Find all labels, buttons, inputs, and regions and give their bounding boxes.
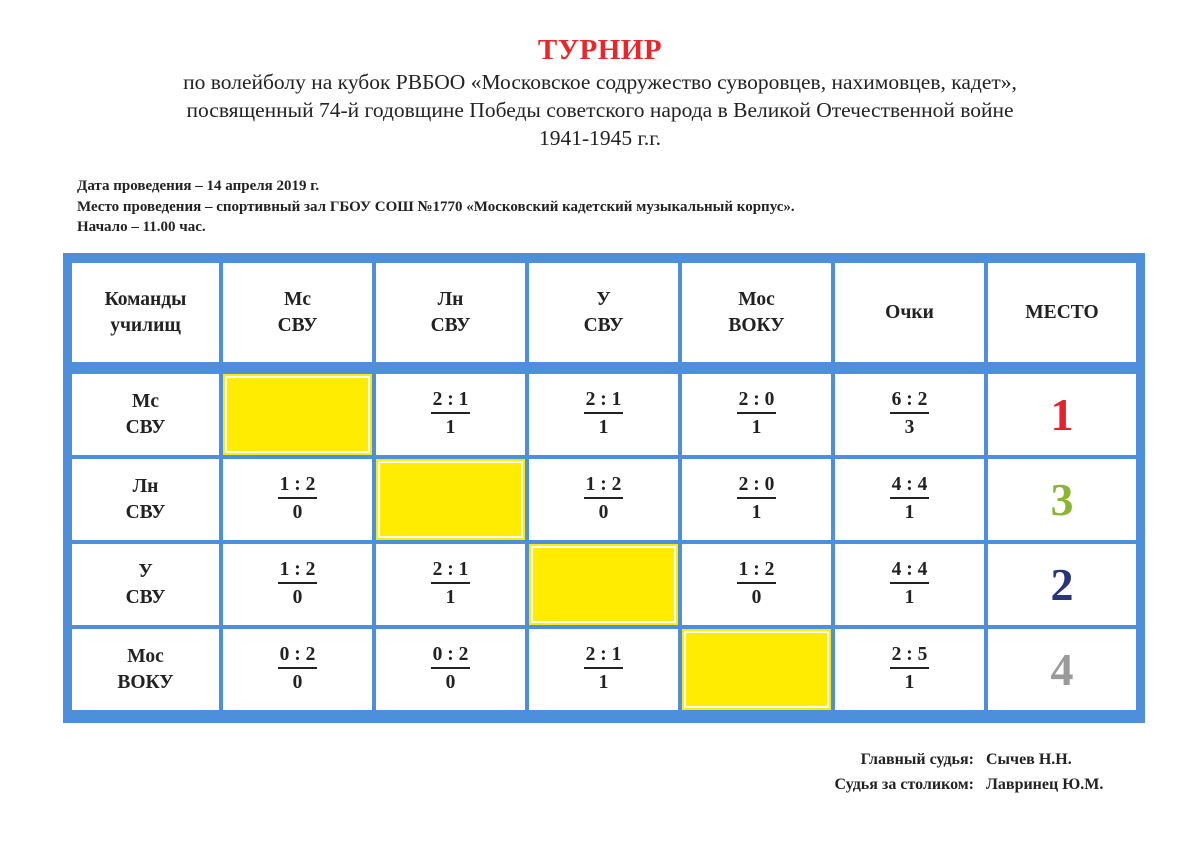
match-points: 1 [598, 671, 609, 693]
event-date: Дата проведения – 14 апреля 2019 г. [77, 178, 320, 194]
result-cell-content [682, 459, 831, 540]
results-table [63, 253, 1145, 723]
subtitle-line: по волейболу на кубок РВБОО «Московское содружество суворовцев, нахимовцев, кадет», [183, 70, 1017, 94]
column-header-label: СВУ [583, 314, 624, 336]
total-cell [833, 457, 986, 542]
match-points: 0 [598, 501, 609, 523]
place-number: 4 [1050, 643, 1074, 695]
team-name-label: СВУ [125, 416, 166, 438]
column-header-label: Лн [437, 288, 464, 310]
total-cell [833, 542, 986, 627]
team-name-label: У [138, 560, 153, 582]
match-score: 0 : 2 [278, 643, 318, 669]
result-cell [374, 627, 527, 712]
match-score: 2 : 1 [584, 643, 624, 669]
result-cell-content [223, 544, 372, 625]
place-number: 1 [1050, 388, 1074, 440]
diagonal-cell [680, 627, 833, 712]
match-points: 1 [445, 416, 456, 438]
match-points: 0 [292, 501, 303, 523]
chief-judge-name: Сычев Н.Н. [986, 751, 1072, 768]
result-cell [374, 372, 527, 457]
place-cell-content [988, 629, 1136, 710]
diagonal-cell-content [376, 459, 525, 540]
match-score: 1 : 2 [737, 558, 777, 584]
place-cell [986, 542, 1138, 627]
team-name-cell [70, 542, 221, 627]
event-venue: Место проведения – спортивный зал ГБОУ СОШ №1770 «Московский кадетский музыкальный корпус». [77, 198, 795, 215]
result-cell [527, 372, 680, 457]
match-score: 1 : 2 [278, 558, 318, 584]
total-cell-content [835, 629, 984, 710]
team-name-cell-content [72, 544, 219, 625]
header-ln-svu [374, 261, 527, 364]
team-name-cell-content [72, 459, 219, 540]
diagonal-cell-content [529, 544, 678, 625]
table-judge-label: Судья за столиком: [834, 776, 974, 793]
place-cell [986, 627, 1138, 712]
total-score: 2 : 5 [890, 643, 930, 669]
total-points: 3 [904, 416, 915, 438]
header-points [833, 261, 986, 364]
result-cell-content [529, 459, 678, 540]
team-name-label: Мс [131, 390, 160, 412]
result-cell [221, 457, 374, 542]
total-points: 1 [904, 501, 915, 523]
team-name-label: СВУ [125, 586, 166, 608]
place-number: 3 [1050, 473, 1074, 525]
match-points: 1 [751, 416, 762, 438]
team-name-cell-content [72, 629, 219, 710]
header-place [986, 261, 1138, 364]
header-teams-content [72, 263, 219, 362]
result-cell [527, 627, 680, 712]
total-points: 1 [904, 671, 915, 693]
result-cell-content [682, 374, 831, 455]
result-cell [680, 542, 833, 627]
header-ln-svu-content [376, 263, 525, 362]
document-title: ТУРНИР [537, 34, 663, 66]
match-points: 1 [445, 586, 456, 608]
column-header-label: СВУ [277, 314, 318, 336]
column-header-label: У [596, 288, 611, 310]
total-cell-content [835, 544, 984, 625]
match-score: 2 : 1 [431, 558, 471, 584]
match-score: 1 : 2 [584, 473, 624, 499]
match-points: 1 [598, 416, 609, 438]
event-start-time: Начало – 11.00 час. [77, 219, 206, 235]
diagonal-cell [527, 542, 680, 627]
match-points: 0 [751, 586, 762, 608]
result-cell-content [376, 374, 525, 455]
place-cell-content [988, 374, 1136, 455]
total-cell-content [835, 459, 984, 540]
subtitle-line: посвященный 74-й годовщине Победы советского народа в Великой Отечественной войне [186, 98, 1014, 122]
place-number: 2 [1050, 558, 1074, 610]
column-header-label: Очки [885, 301, 934, 323]
team-name-cell [70, 627, 221, 712]
match-score: 2 : 0 [737, 473, 777, 499]
column-header-label: училищ [110, 314, 181, 336]
place-cell-content [988, 459, 1136, 540]
team-name-cell [70, 372, 221, 457]
chief-judge-label: Главный судья: [860, 751, 974, 768]
result-cell [680, 457, 833, 542]
header-mc-svu-content [223, 263, 372, 362]
match-score: 2 : 1 [584, 388, 624, 414]
column-header-label: Команды [104, 288, 187, 310]
column-header-label: Мс [283, 288, 312, 310]
result-cell-content [376, 544, 525, 625]
header-mos-voku [680, 261, 833, 364]
result-cell [374, 542, 527, 627]
match-score: 1 : 2 [278, 473, 318, 499]
result-cell [221, 627, 374, 712]
header-points-content [835, 263, 984, 362]
diagonal-cell [374, 457, 527, 542]
column-header-label: Мос [738, 288, 775, 310]
place-cell-content [988, 544, 1136, 625]
result-cell [680, 372, 833, 457]
column-header-label: МЕСТО [1025, 301, 1099, 323]
match-score: 0 : 2 [431, 643, 471, 669]
team-name-label: Мос [127, 645, 164, 667]
column-header-label: ВОКУ [728, 314, 785, 336]
team-name-label: ВОКУ [117, 671, 174, 693]
result-cell-content [529, 374, 678, 455]
document-subtitle [0, 68, 1200, 152]
total-cell [833, 627, 986, 712]
result-cell-content [682, 544, 831, 625]
event-info [77, 176, 795, 238]
total-points: 1 [904, 586, 915, 608]
header-place-content [988, 263, 1136, 362]
table-judge-name: Лавринец Ю.М. [986, 776, 1104, 793]
result-cell [221, 542, 374, 627]
total-score: 4 : 4 [890, 473, 930, 499]
total-score: 4 : 4 [890, 558, 930, 584]
result-cell-content [223, 459, 372, 540]
result-cell-content [376, 629, 525, 710]
result-cell [527, 457, 680, 542]
header-teams [70, 261, 221, 364]
result-cell-content [529, 629, 678, 710]
match-score: 2 : 1 [431, 388, 471, 414]
header-mc-svu [221, 261, 374, 364]
match-points: 0 [445, 671, 456, 693]
match-score: 2 : 0 [737, 388, 777, 414]
match-points: 1 [751, 501, 762, 523]
total-cell [833, 372, 986, 457]
diagonal-cell-content [223, 374, 372, 455]
match-points: 0 [292, 586, 303, 608]
result-cell-content [223, 629, 372, 710]
match-points: 0 [292, 671, 303, 693]
header-mos-voku-content [682, 263, 831, 362]
place-cell [986, 457, 1138, 542]
team-name-label: Лн [132, 475, 159, 497]
diagonal-cell-content [682, 629, 831, 710]
total-score: 6 : 2 [890, 388, 930, 414]
subtitle-line: 1941-1945 г.г. [538, 126, 662, 150]
team-name-cell [70, 457, 221, 542]
diagonal-cell [221, 372, 374, 457]
header-u-svu [527, 261, 680, 364]
total-cell-content [835, 374, 984, 455]
team-name-cell-content [72, 374, 219, 455]
place-cell [986, 372, 1138, 457]
header-u-svu-content [529, 263, 678, 362]
column-header-label: СВУ [430, 314, 471, 336]
team-name-label: СВУ [125, 501, 166, 523]
